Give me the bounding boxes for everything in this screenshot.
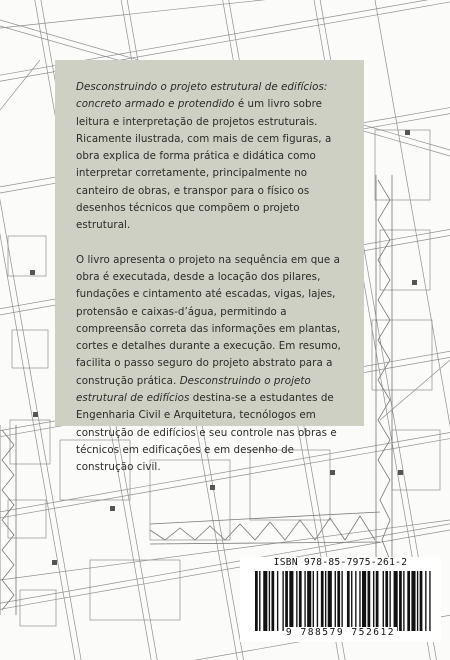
isbn-barcode-block <box>240 557 441 642</box>
book-title-emphasis-2: Desconstruindo o projeto estrutural de edifícios <box>76 374 311 405</box>
barcode-icon <box>255 571 432 631</box>
description-panel <box>55 60 364 474</box>
description-paragraph-1 <box>76 79 350 235</box>
description-paragraph-2 <box>76 252 350 477</box>
paragraph-2-text: O livro apresenta o projeto na sequência em que a obra é executada, desde a locação dos pilares, fundações e cintamento até escadas, vigas, lajes, protensão e caixas-d’água, permitindo a compreensão correta das informações em plantas, cortes e detalhes durante a execução. Em resumo, facilita o passo seguro do projeto abstrato para a construção prática. <box>76 253 341 387</box>
paragraph-2-text-end: destina-se a estudantes de Engenharia Civil e Arquitetura, tecnólogos em construção de edifícios e seu controle nas obras e técnicos em edificações e em desenho de construção civil. <box>76 392 337 474</box>
paragraph-1-text: é um livro sobre leitura e interpretação de projetos estruturais. Ricamente ilustrada, com mais de cem figuras, a obra explica de forma prática e didática como interpretar corretamente, principalmente no canteiro de obras, e transpor para o físico os desenhos técnicos que compõem o projeto estrutural. <box>76 98 332 232</box>
book-title-emphasis: Desconstruindo o projeto estrutural de edifícios: concreto armado e protendido <box>76 81 328 111</box>
isbn-label: ISBN 978-85-7975-261-2 <box>273 557 408 568</box>
barcode-digits: 9 788579 752612 <box>285 627 396 638</box>
